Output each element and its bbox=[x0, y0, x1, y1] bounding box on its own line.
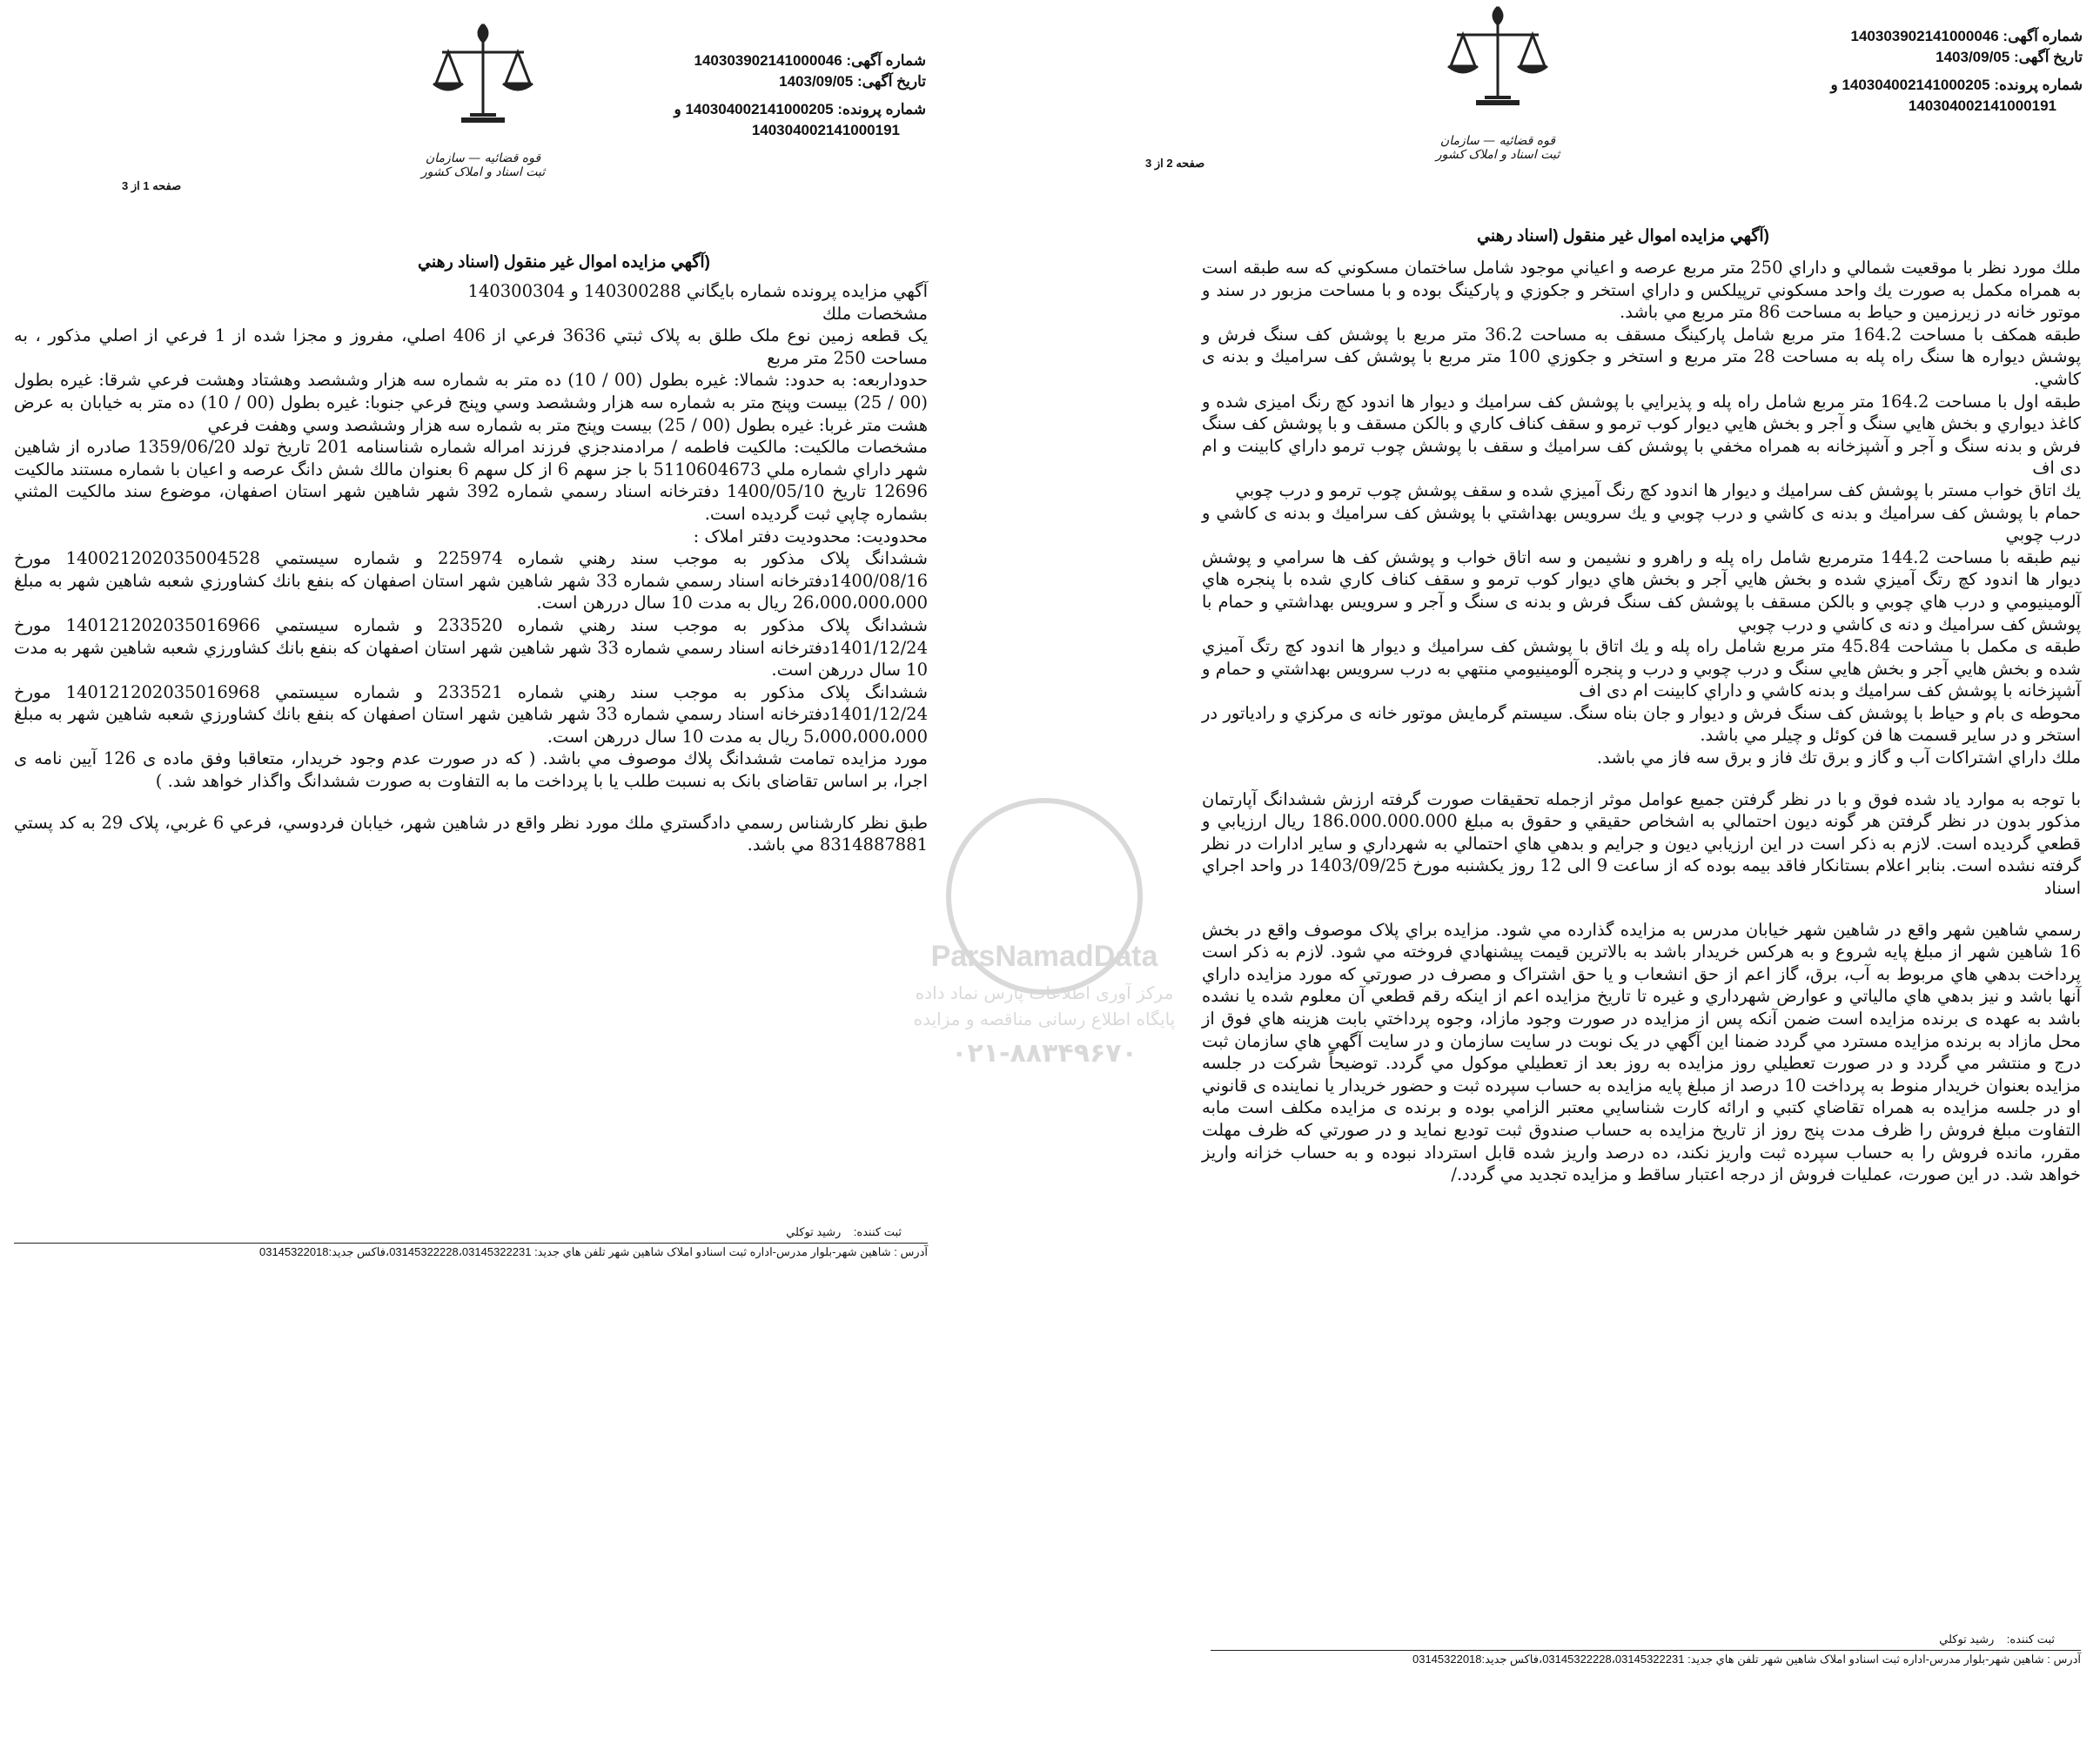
ad-date: 1403/09/05 bbox=[1936, 49, 2010, 65]
paragraph: مشخصات مالكيت: مالكيت فاطمه / مرادمندجزي فرزند امراله شماره شناسنامه 201 تاريخ تولد 1359/06/20 صادره از شاهين شهر داراي شماره ملي 5110604673 با جز سهم 6 از كل سهم 6 بعنوان مالك شش دانگ عرصه و اعيان با شماره مستند مالكيت 12696 تاريخ 1400/05/10 دفترخانه اسناد رسمي شماره 392 شهر شاهين شهر استان اصفهان، موضوع سند مالكيت المثني بشماره چاپي ثبت گرديده است. bbox=[14, 437, 928, 524]
paragraph: با توجه به موارد ياد شده فوق و با در نظر گرفتن جميع عوامل موثر ازجمله تحقيقات صورت گرفته ارزش ششدانگ آپارتمان مذكور بدون در نظر گرفتن هر گونه ديون احتمالي به اشخاص حقيقي و حقوق به مبلغ 186.000.000.000 ريال ارزيابي و قطعي گرديده است. لازم به ذكر است در اين ارزيابي ديون و جرايم و بدهي هاي احتمالي به شهرداري و ساير ادارات در نظر گرفته نشده است. بنابر اعلام بستانكار فاقد بيمه بوده كه از ساعت 9 الی 12 روز يكشنبه مورخ 1403/09/25 در واحد اجراي اسناد bbox=[1202, 788, 2081, 899]
ad-body bbox=[1202, 257, 2081, 1186]
ad-meta bbox=[1717, 26, 2083, 117]
case-number-2: 140304002141000191 bbox=[751, 122, 900, 138]
logo-caption: قوه قضائیه — سازمان ثبت اسناد و املاک کشور bbox=[1435, 134, 1560, 162]
watermark-brand: ParsNamadData bbox=[930, 940, 1158, 973]
judiciary-emblem-logo bbox=[418, 17, 548, 179]
paragraph: حدوداربعه: به حدود: شمالا: غيره بطول (00 / 10) ده متر به شماره سه هزار وششصد وهشتاد وهشت فرعي شرقا: غيره بطول (00 / 25) بيست وپنج متر به شماره سه هزار وششصد وسي وپنج فرعي جنوبا: غيره بطول (00 / 10) ده متر به خيابان به عرض هشت متر غربا: غيره بطول (00 / 25) بيست وپنج متر به شماره سه هزار وششصد وسي وهفت فرعي bbox=[14, 370, 928, 435]
paragraph: مورد مزايده تمامت ششدانگ پلاك موصوف مي باشد. ( كه در صورت عدم وجود خريدار، متعاقبا وفق ماده ی 126 آيين نامه ی اجرا، بر اساس تقاضای بانک به نسبت طلب يا با پرداخت ما به التفاوت به صورت ششدانگ واگذار خواهد شد. ) bbox=[14, 748, 928, 792]
address-line: آدرس : شاهين شهر-بلوار مدرس-اداره ثبت اسنادو املاک شاهين شهر تلفن هاي جديد: 03145322228،03145322231،فاكس جديد:03145322018 bbox=[1211, 1650, 2081, 1666]
paragraph: يك اتاق خواب مستر با پوشش كف سراميك و ديوار ها اندود كچ رنگ آميزي شده و سقف پوشش چوب ترمو و درب چوبي bbox=[1235, 479, 2081, 500]
ad-title: (آگهي مزايده اموال غير منقول (اسناد رهني bbox=[1477, 227, 1769, 245]
ad-footer bbox=[1211, 1633, 2081, 1666]
paragraph: رسمي شاهين شهر واقع در شاهين شهر خيابان مدرس به مزايده گذارده مي شود. مزايده براي پلاک موصوف واقع در بخش 16 شاهين شهر از مبلغ پايه شروع و به هركس خريدار باشد به بالاترين قيمت پيشنهادي فروخته مي شود. لازم به ذكر است پرداخت بدهي هاي مربوط به آب، برق، گاز اعم از حق انشعاب و يا حق اشتراک و مصرف در صورتي كه مورد مزايده داراي آنها باشد و نيز بدهي هاي مالياتي و عوارض شهرداري و غيره تا تاريخ مزايده اعم از اينكه رقم قطعي آن معلوم شده يا نشده باشد به عهده ی برنده مزايده است ضمن آنكه پس از مزايده در صورت وجود مازاد، وجوه پرداختي بابت هزينه هاي فوق از محل مازاد به برنده مزايده مسترد مي گردد ضمنا اين آگهي در يک نوبت در سايت سازمان و در سايت آگهي هاي سازمان ثبت درج و منتشر مي گردد و در صورت تعطيلي روز مزايده به روز بعد از تعطيلي موكول مي گردد. توضيحاً شركت در جلسه مزايده بعنوان خريدار منوط به پرداخت 10 درصد از مبلغ پايه مزايده به حساب سپرده ثبت و حضور خريدار يا نماينده ی قانوني او در جلسه مزايده به همراه تقاضاي كتبي و ارائه كارت شناسايي معتبر الزامي بوده و برنده ی مزايده مكلف است مابه التفاوت مبلغ فروش را ظرف مدت پنج روز از تاريخ مزايده به حساب صندوق ثبت توديع نمايد و در صورتي كه ظرف مهلت مقرر، مانده فروش را به حساب سپرده ثبت واريز نكند، ده درصد واريز شده قابل استرداد نبوده و به حساب خزانه واريز خواهد شد. در اين صورت، عمليات فروش از درجه اعتبار ساقط و مزايده تجديد مي گردد./ bbox=[1202, 919, 2081, 1185]
case-number-1: 140304002141000205 و bbox=[674, 101, 834, 117]
paragraph: يک قطعه زمين نوع ملک طلق به پلاک ثبتي 3636 فرعي از 406 اصلي، مفروز و مجزا شده از 1 فرعي از اصلي مذكور ، به مساحت 250 متر مربع bbox=[14, 325, 929, 368]
paragraph: طبق نظر كارشناس رسمي دادگستري ملك مورد نظر واقع در شاهين شهر، خيابان فردوسي، فرعي 6 غربي، پلاک 29 به كد پستي 8314887881 مي باشد. bbox=[14, 812, 929, 855]
ad-body bbox=[14, 280, 928, 856]
case-label: شماره پرونده: bbox=[1994, 77, 2083, 93]
page-number: صفحه 2 از 3 bbox=[1145, 157, 1205, 170]
ad-title: (آگهي مزايده اموال غير منقول (اسناد رهني bbox=[418, 253, 710, 272]
paragraph: طبقه ی مكمل با مشاحت 45.84 متر مربع شامل راه پله و يك اتاق با پوشش كف سراميك و ديوار ها اندود كچ رتگ آميزي شده و بخش هايي آجر و بخش هايي سنگ و درب چوبي و درب و پنجره آلومينيومي منتهي به درب سرويس بهداشتي و حمام و آشپزخانه با پوشش كف سراميك و بدنه كاشي و داراي كابينت ام دی اف bbox=[1202, 636, 2081, 701]
paragraph: ششدانگ پلاک مذکور به موجب سند رهني شماره 225974 و شماره سيستمي 140021202035004528 مورخ 1400/08/16دفترخانه اسناد رسمي شماره 33 شهر شاهين شهر استان اصفهان كه بنفع بانك كشاورزي شعبه شاهين شهر به مبلغ 26،000،000،000 ريال به مدت 10 سال دررهن است. bbox=[14, 548, 928, 614]
paragraph: ملك داراي اشتراكات آب و گاز و برق تك فاز و برق سه فاز مي باشد. bbox=[1596, 748, 2081, 768]
ad-number-label: شماره آگهی: bbox=[2003, 28, 2083, 44]
watermark-phone: ۰۲۱-۸۸۳۴۹۶۷۰ bbox=[951, 1038, 1137, 1069]
address-line: آدرس : شاهين شهر-بلوار مدرس-اداره ثبت اسنادو املاک شاهين شهر تلفن هاي جديد: 03145322228،03145322231،فاكس جديد:03145322018 bbox=[14, 1243, 928, 1259]
signer-label: ثبت كننده: bbox=[853, 1225, 902, 1238]
paragraph: حمام با پوشش كف سراميك و بدنه ی كاشي و درب چوبي و يك سرويس بهداشتي با پوشش كف سراميك و بدنه ی كاشي و درب چوبي bbox=[1202, 502, 2081, 546]
signer bbox=[14, 1225, 902, 1239]
ad-date: 1403/09/05 bbox=[779, 73, 854, 90]
signer-name: رشيد توكلي bbox=[786, 1225, 842, 1238]
paragraph: محوطه ی بام و حياط با پوشش كف سنگ فرش و ديوار و جان بناه سنگ. سيستم گرمايش موتور خانه ی مركزي و رادياتور در استخر و در ساير قسمت ها فن كوئل و چيلر مي باشد. bbox=[1202, 702, 2081, 746]
paragraph: طبقه اول با مساحت 164.2 متر مربع شامل راه پله و پذيرايي با پوشش كف سراميك و ديوار ها اندود كچ رنگ اميزی شده و كاغذ ديواري و بخش هايي سنگ و آجر و بخش هايي ديوار كوب ترمو و سقف كناف كاري و بالكن مسقف و با پوشش كف سنگ فرش و بدنه سنگ و آجر و آشپزخانه به همراه مخفي با پوشش كف سراميك و سقف با پوشش چوب ترمو داراي كابينت و ام دی اف bbox=[1202, 391, 2082, 479]
paragraph: آگهي مزايده پرونده شماره بايگاني 140300288 و 140300304 bbox=[467, 281, 928, 301]
page-number: صفحه 1 از 3 bbox=[122, 179, 182, 192]
watermark-line-3: پایگاه اطلاع رسانی مناقصه و مزایده bbox=[913, 1009, 1176, 1029]
ad-number: 140303902141000046 bbox=[1850, 28, 1999, 44]
paragraph: محدوديت: محدوديت دفتر املاک : bbox=[693, 526, 928, 546]
ad-page-2 bbox=[1050, 0, 2100, 1750]
watermark-line-2: مرکز آوری اطلاعات پارس نماد داده bbox=[915, 982, 1174, 1003]
paragraph: ششدانگ پلاک مذکور به موجب سند رهني شماره 233521 و شماره سيستمي 140121202035016968 مورخ 1401/12/24دفترخانه اسناد رسمي شماره 33 شهر شاهين شهر استان اصفهان كه بنفع بانك كشاورزي شعبه شاهين شهر به مبلغ 5،000،000،000 ريال به مدت 10 سال دررهن است. bbox=[14, 681, 928, 747]
paragraph: مشخصات ملك bbox=[822, 303, 928, 324]
ad-date-label: تاریخ آگهی: bbox=[856, 73, 926, 90]
judiciary-emblem-logo bbox=[1432, 0, 1563, 162]
ad-number: 140303902141000046 bbox=[694, 52, 842, 69]
signer-name: رشيد توكلي bbox=[1939, 1633, 1995, 1646]
ad-meta bbox=[560, 50, 926, 141]
case-label: شماره پرونده: bbox=[837, 101, 926, 117]
logo-caption: قوه قضائیه — سازمان ثبت اسناد و املاک کشور bbox=[420, 151, 546, 179]
paragraph: ششدانگ پلاک مذکور به موجب سند رهني شماره 233520 و شماره سيستمي 140121202035016966 مورخ 1401/12/24دفترخانه اسناد رسمي شماره 33 شهر شاهين شهر استان اصفهان كه بنفع بانك كشاورزي شعبه شاهين شهر به مدت 10 سال دررهن است. bbox=[14, 614, 928, 681]
paragraph: نيم طبقه با مساحت 144.2 مترمربع شامل راه پله و راهرو و نشيمن و سه اتاق خواب و پوشش كف ها سرامي و پوشش ديوار ها اندود كچ رتگ آميزي شده و بخش هايي آجر و بخش هاي ديوار كوب ترمو و سقف كناف كاري شده با پنجره هاي آلومينيومي و درب هاي چوبي و بالكن مسقف با پوشش كف سنگ فرش و بدنه ی سنگ و آجر و سرويس بهداشتي و حمام با پوشش كف سراميك و دنه ی كاشي و درب چوبي bbox=[1202, 546, 2081, 634]
ad-date-label: تاریخ آگهی: bbox=[2013, 49, 2083, 65]
case-number-1: 140304002141000205 و bbox=[1830, 77, 1990, 93]
case-number-2: 140304002141000191 bbox=[1908, 97, 2056, 114]
ad-number-label: شماره آگهی: bbox=[846, 52, 926, 69]
paragraph: ملك مورد نظر با موقعيت شمالي و داراي 250 متر مربع عرصه و اعياني موجود شامل ساختمان مسكوني كه سه طبقه است به همراه مكمل به صورت يك واحد مسكوني ترپيلكس و داراي استخر و جكوزي و پاركينگ بوده و با مساحت مزبور در سند و موتور خانه در زيرزمين و حياط به مساحت 86 متر مربع مي باشد. bbox=[1202, 258, 2081, 323]
signer-label: ثبت كننده: bbox=[2006, 1633, 2055, 1646]
ad-footer bbox=[14, 1225, 928, 1259]
paragraph: طبقه همكف با مساحت 164.2 متر مربع شامل پاركينگ مسقف به مساحت 36.2 متر مربع با پوشش كف سنگ فرش و پوشش ديواره ها سنگ راه پله به مساحت 28 متر مربع و استخر و جكوزي 100 متر مربع با پوشش كف سراميك و بدنه ی كاشي. bbox=[1202, 324, 2081, 389]
signer bbox=[1211, 1633, 2055, 1646]
